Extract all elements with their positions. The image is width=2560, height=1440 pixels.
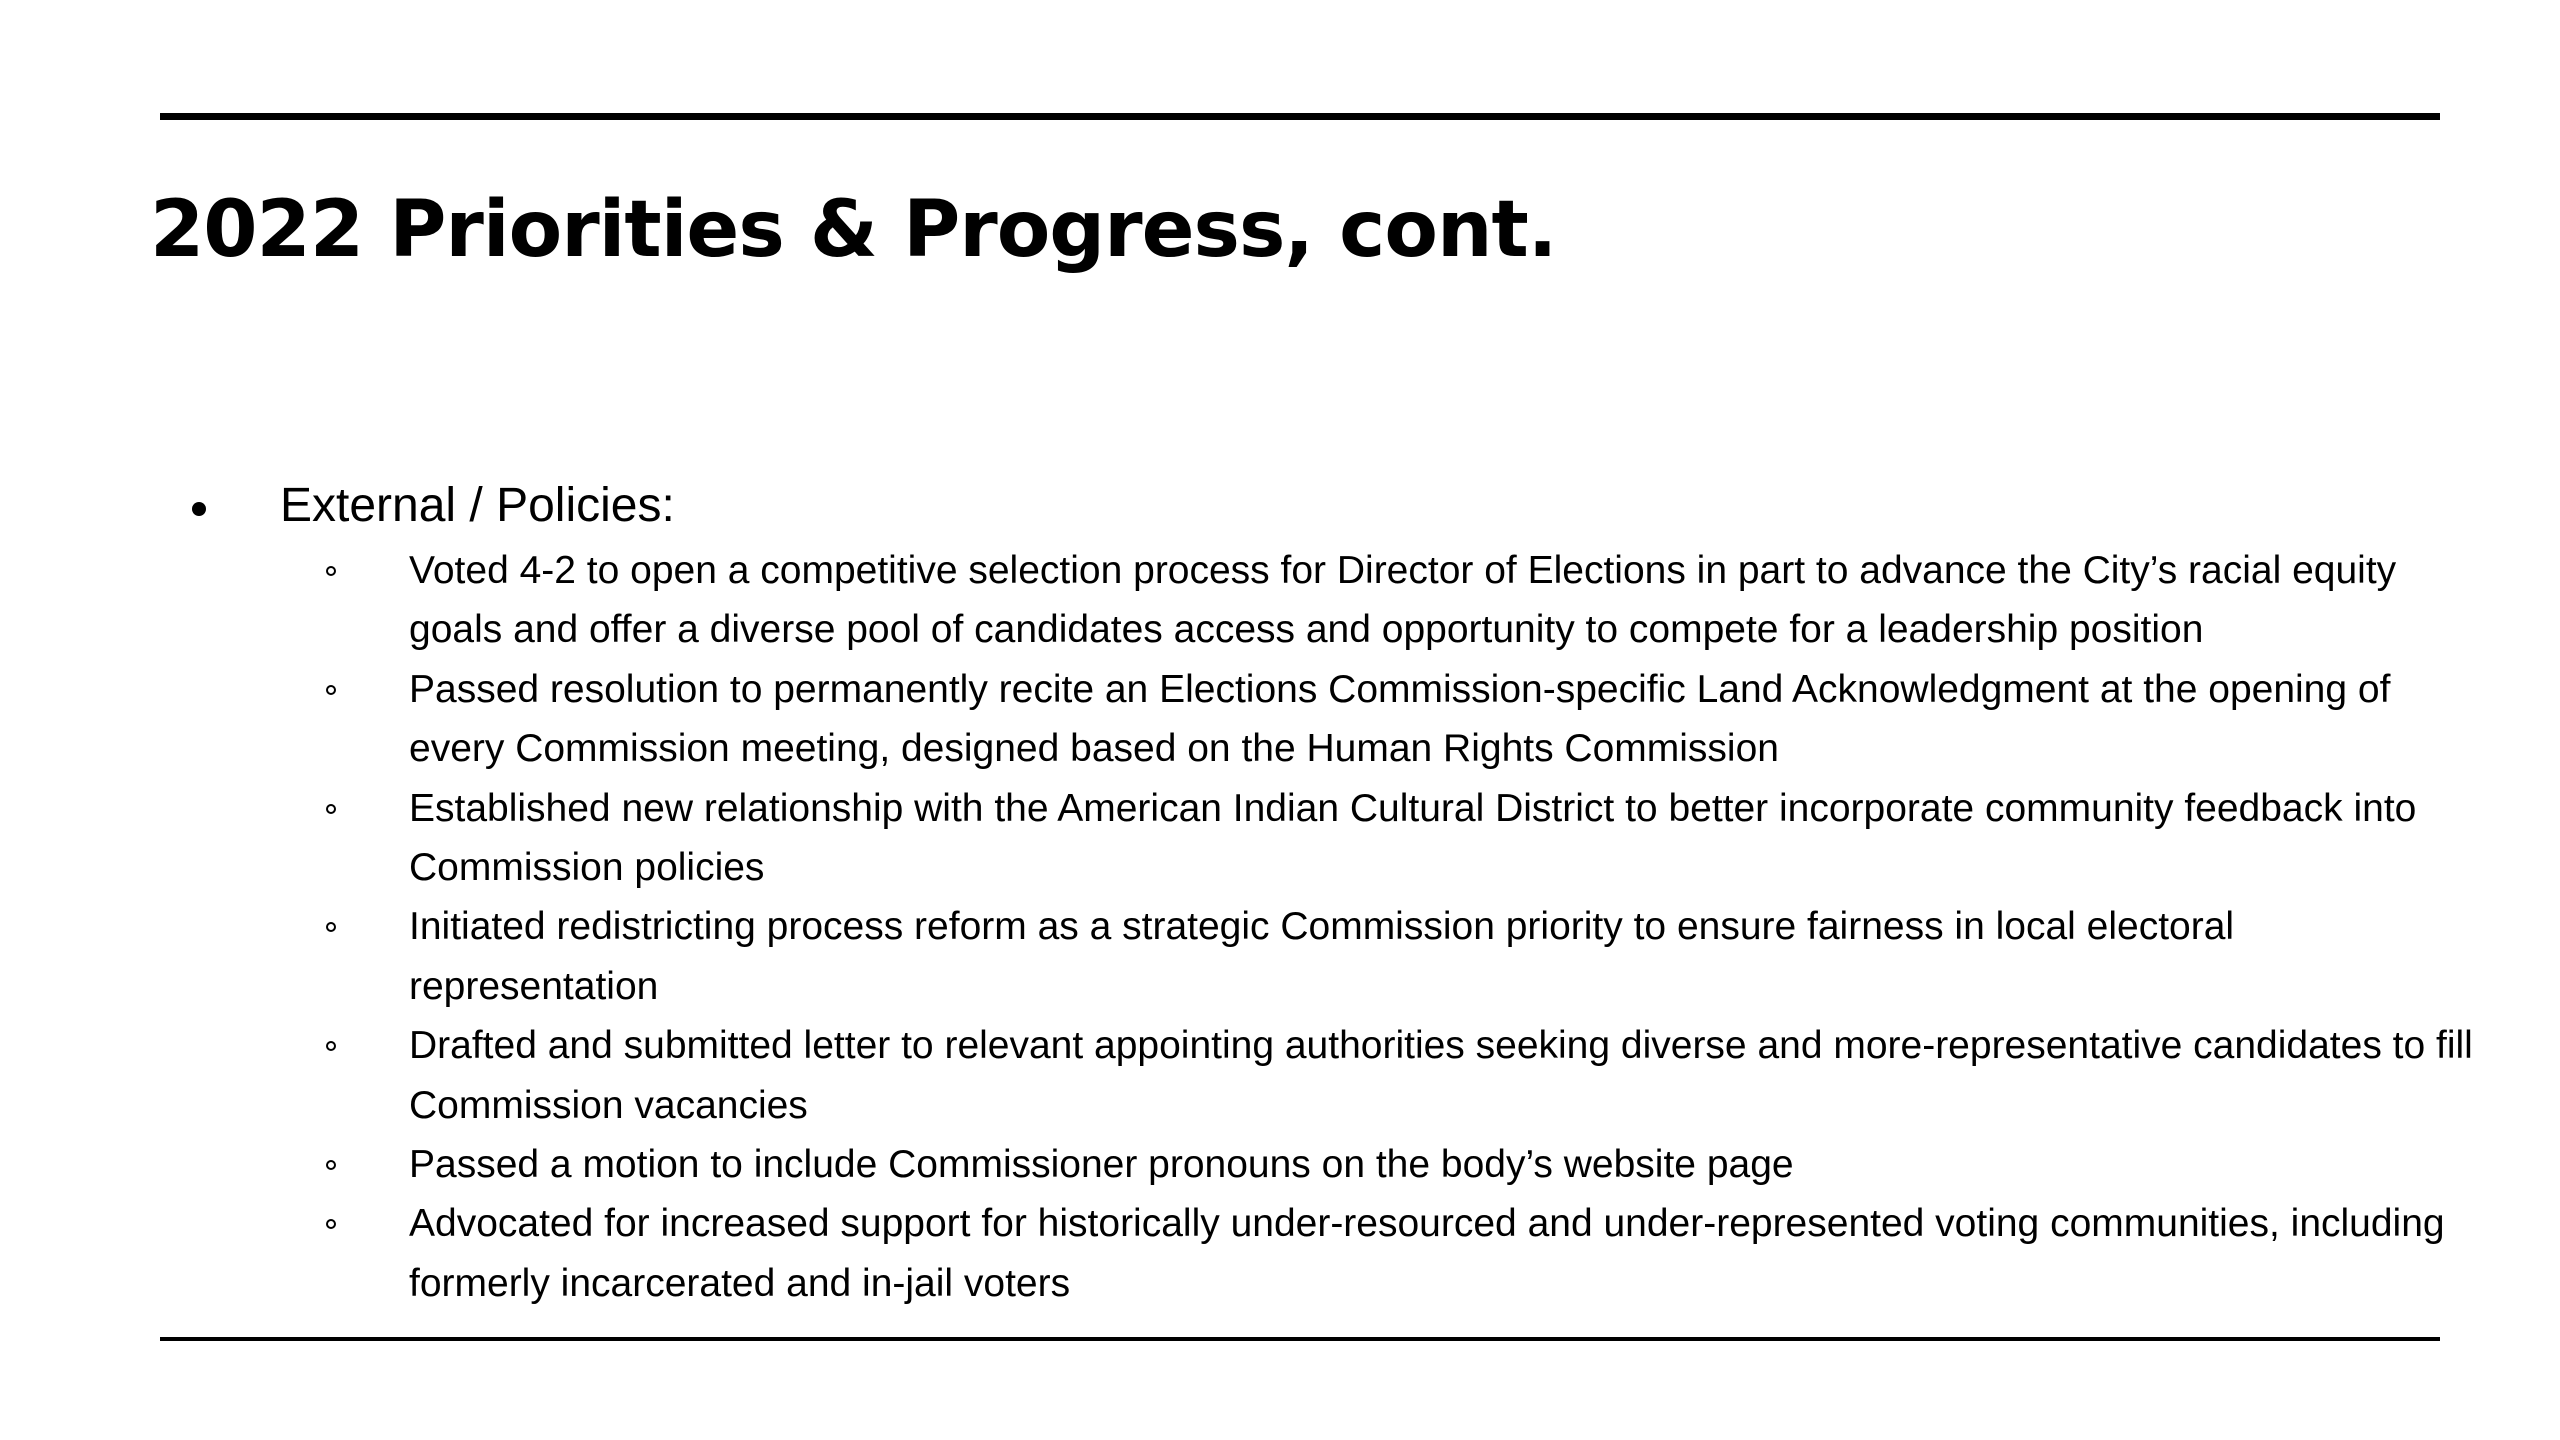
list-item — [330, 1016, 2489, 1135]
list-item — [330, 897, 2489, 1016]
list-item — [330, 1135, 2489, 1194]
list-item-text: Advocated for increased support for historically under-resourced and under-represented voting communities, including formerly incarcerated and in-jail voters — [409, 1202, 2445, 1305]
list-item-text: Established new relationship with the American Indian Cultural District to better incorporate community feedback into Commission policies — [409, 786, 2417, 890]
list-item — [330, 541, 2489, 660]
bottom-divider — [160, 1337, 2440, 1341]
slide-title: 2022 Priorities & Progress, cont. — [150, 185, 1557, 275]
bullet-disc-icon — [192, 502, 206, 516]
list-item-text: Drafted and submitted letter to relevant appointing authorities seeking diverse and more-representative candidates to fill Commission vacancies — [409, 1024, 2473, 1127]
bullet-circle-icon — [326, 1160, 336, 1170]
bullet-circle-icon — [326, 685, 336, 695]
list-item — [330, 660, 2489, 779]
list-item — [330, 1194, 2489, 1313]
bullet-circle-icon — [326, 804, 336, 814]
list-item-text: Initiated redistricting process reform as a strategic Commission priority to ensure fairness in local electoral representation — [409, 905, 2235, 1008]
list-item-text: Passed a motion to include Commissioner pronouns on the body’s website page — [409, 1143, 1794, 1187]
sub-bullet-list — [330, 541, 2473, 1313]
bullet-circle-icon — [326, 566, 336, 576]
section-label: External / Policies: — [280, 479, 675, 532]
bullet-circle-icon — [326, 1041, 336, 1051]
top-divider — [160, 113, 2440, 120]
bullet-circle-icon — [326, 922, 336, 932]
list-item — [330, 779, 2489, 898]
list-item-text: Voted 4-2 to open a competitive selection process for Director of Elections in part to advance the City’s racial equity goals and offer a diverse pool of candidates access and opportunity to compete for a leadership position — [409, 549, 2397, 652]
list-item-text: Passed resolution to permanently recite an Elections Commission-specific Land Acknowledgment at the opening of every Commission meeting, designed based on the Human Rights Commission — [409, 667, 2391, 771]
bullet-circle-icon — [326, 1219, 336, 1229]
